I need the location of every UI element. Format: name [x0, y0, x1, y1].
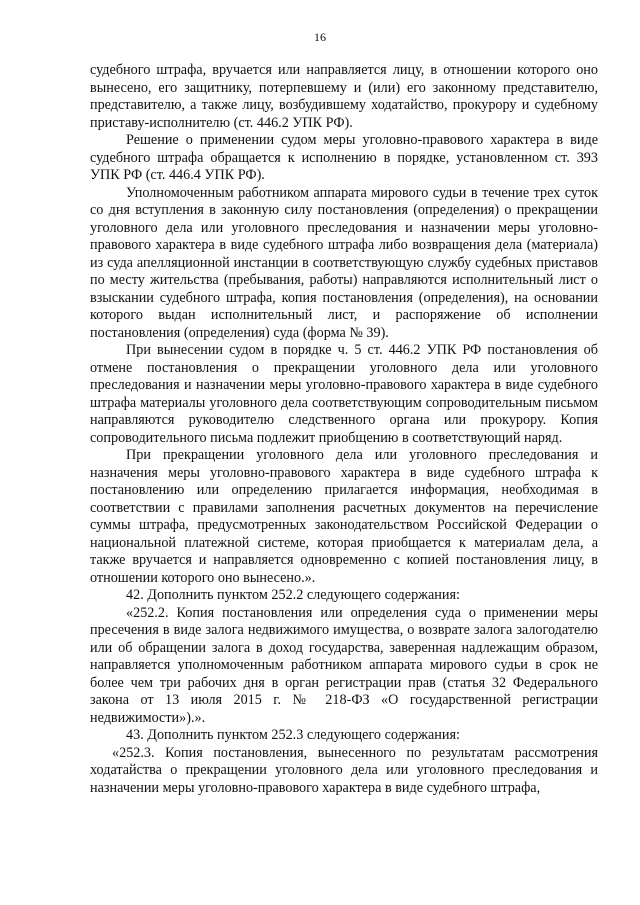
paragraph-authorized-employee: Уполномоченным работником аппарата мирового судьи в течение трех суток со дня вступления в законную силу постановления (определения) о прекращении уголовного дела или уголовного преследования и назначении меры уголовно-правового характера в виде судебного штрафа либо возвращения дела (материала) из суда апелляционной инстанции в соответствующую службу судебных приставов по месту жительства (пребывания, работы) направляются исполнительный лист о взыскании судебного штрафа, копия постановления (определения), на основании которого выдан исполнительный лист, и распоряжение об исполнении постановления (определения) суда (форма № 39).: [90, 184, 598, 341]
paragraph-cancellation: При вынесении судом в порядке ч. 5 ст. 446.2 УПК РФ постановления об отмене постановления о прекращении уголовного дела или уголовного преследования и назначении меры уголовно-правового характера в виде судебного штрафа материалы уголовного дела соответствующим сопроводительным письмом направляются руководителю следственного органа или прокурору. Копия сопроводительного письма подлежит приобщению в соответствующий наряд.: [90, 342, 598, 446]
paragraph-252-3: «252.3. Копия постановления, вынесенного по результатам рассмотрения ходатайства о прекращении уголовного дела или уголовного преследования и назначении меры уголовно-правового характера в виде судебного штрафа,: [90, 744, 598, 796]
paragraph-item-43: 43. Дополнить пунктом 252.3 следующего содержания:: [126, 727, 460, 743]
paragraph-252-2: «252.2. Копия постановления или определения суда о применении меры пресечения в виде залога недвижимого имущества, о возврате залога залогодателю или об обращении залога в доход государства, заверенная надлежащим образом, направляется уполномоченным работником аппарата мирового судьи в срок не более чем три рабочих дня в орган регистрации прав (статья 32 Федерального закона от 13 июля 2015 г. № 218-ФЗ «О государственной регистрации недвижимости»).».: [90, 604, 598, 726]
paragraph-continuation: судебного штрафа, вручается или направляется лицу, в отношении которого оно вынесено, его защитнику, потерпевшему и (или) его законному представителю, представителю, а также лицу, возбудившему ходатайство, прокурору и судебному приставу-исполнителю (ст. 446.2 УПК РФ).: [90, 62, 598, 131]
document-body: [90, 62, 598, 797]
paragraph-decision-execution: Решение о применении судом меры уголовно-правового характера в виде судебного штрафа обращается к исполнению в порядке, установленном ст. 393 УПК РФ (ст. 446.4 УПК РФ).: [90, 132, 598, 183]
paragraph-payment-info: При прекращении уголовного дела или уголовного преследования и назначения меры уголовно-правового характера в виде судебного штрафа к постановлению или определению прилагается информация, необходимая в соответствии с правилами заполнения расчетных документов на перечисление суммы штрафа, предусмотренных законодательством Российской Федерации о национальной платежной системе, которая приобщается к материалам дела, а также вручается и направляется одновременно с копией постановления лицу, в отношении которого оно вынесено.».: [90, 447, 598, 586]
paragraph-item-42: 42. Дополнить пунктом 252.2 следующего содержания:: [126, 587, 460, 603]
page-number: 16: [314, 30, 326, 44]
